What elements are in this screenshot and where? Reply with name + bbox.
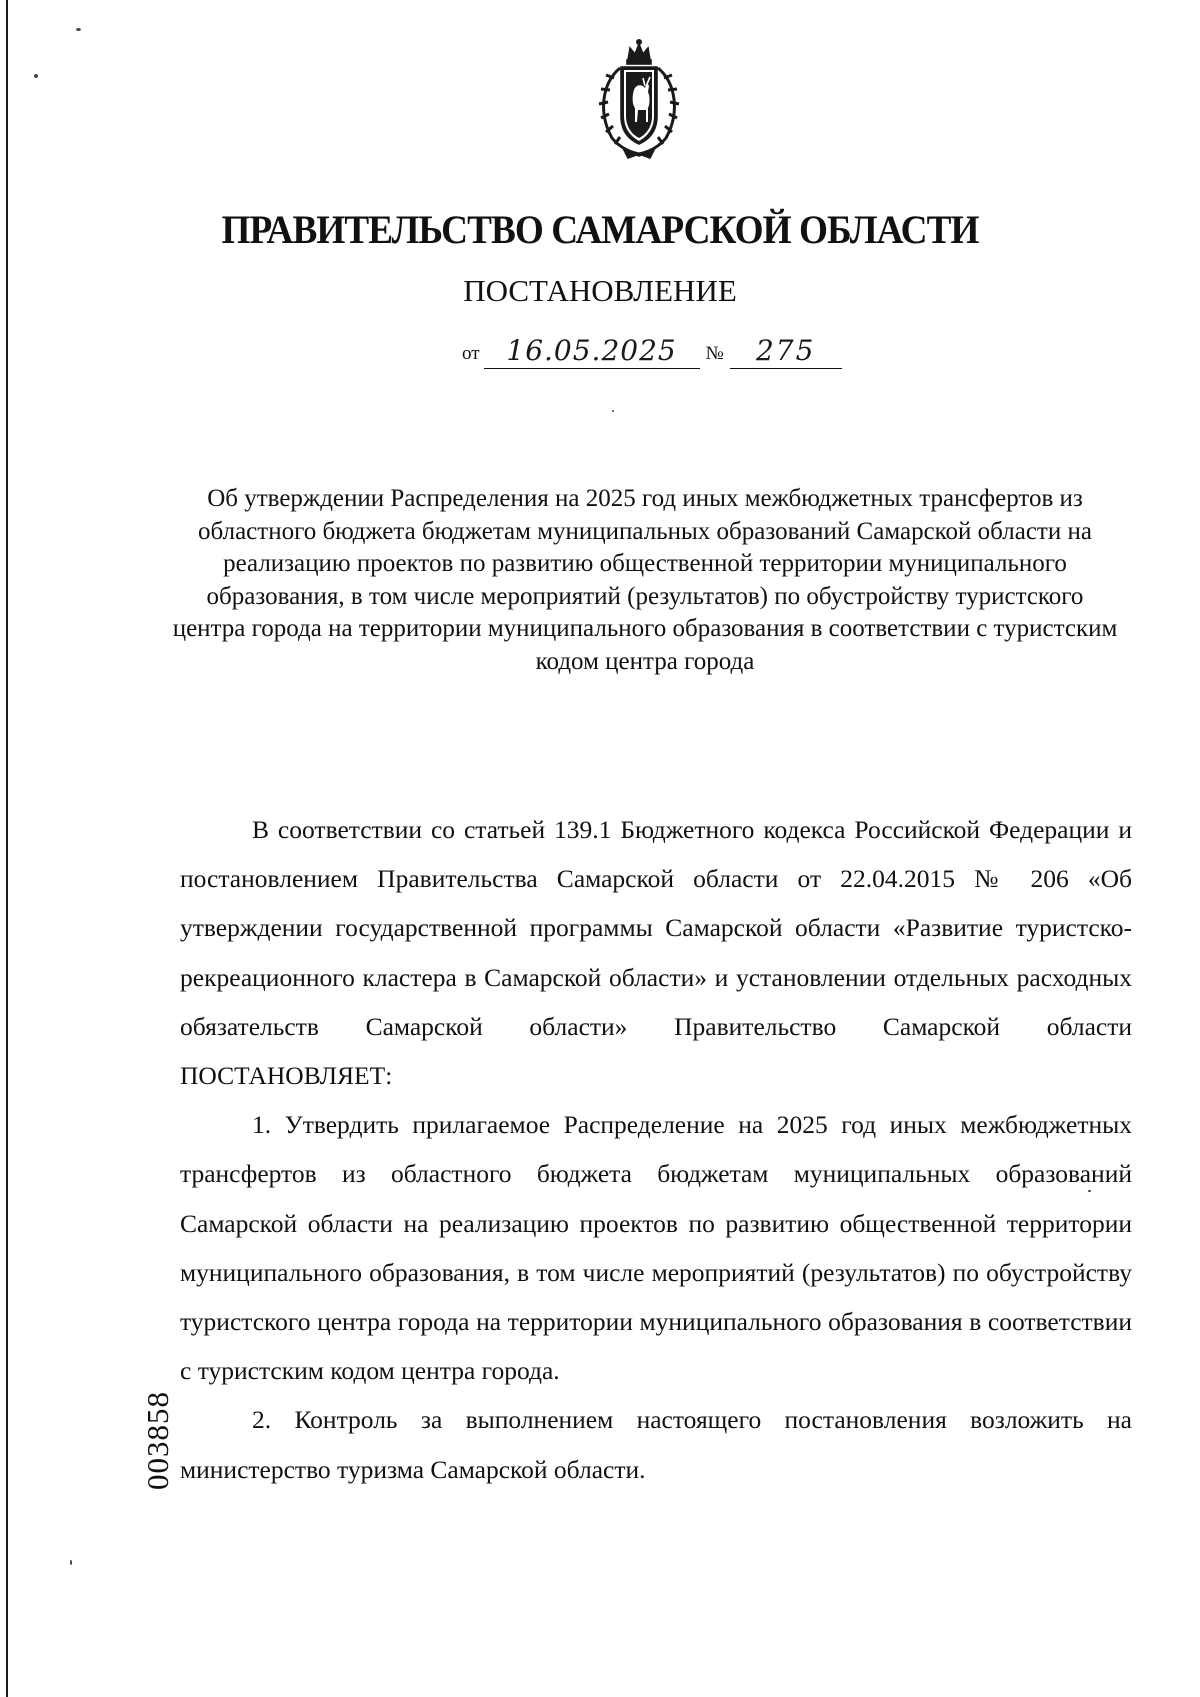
document-body xyxy=(180,805,1132,1494)
scan-speck xyxy=(612,410,614,412)
organization-title: ПРАВИТЕЛЬСТВО САМАРСКОЙ ОБЛАСТИ xyxy=(221,207,979,252)
date-number-line xyxy=(462,334,842,374)
scan-speck xyxy=(34,74,38,78)
date-label: от xyxy=(462,343,480,364)
scan-speck xyxy=(76,28,81,31)
margin-stamp-number: 003858 xyxy=(140,1391,175,1490)
resolution-item-2: 2. Контроль за выполнением настоящего постановления возложить на министерство туризма Самарской области. xyxy=(180,1405,1132,1484)
resolution-item-1: 1. Утвердить прилагаемое Распределение на 2025 год иных межбюджетных трансфертов из областного бюджета бюджетам муниципальных образований Самарской области на реализацию проектов по развитию общественной территории муниципального образования, в том числе мероприятий (результатов) по обустройству туристского центра города на территории муниципального образования в соответствии с туристским кодом центра города. xyxy=(180,1110,1132,1386)
scan-speck xyxy=(70,1560,72,1565)
scan-speck xyxy=(1088,1190,1091,1192)
scan-page-edge xyxy=(6,0,8,1697)
handwritten-date: 16.05.2025 xyxy=(484,334,700,369)
document-subject: Об утверждении Распределения на 2025 год иных межбюджетных трансфертов из областного бюджета бюджетам муниципальных образований Самарской области на реализацию проектов по развитию общественной территории муниципального образования, в том числе мероприятий (результатов) по обустройству туристского центра города на территории муниципального образования в соответствии с туристским кодом центра города xyxy=(172,485,1118,675)
document-type: ПОСТАНОВЛЕНИЕ xyxy=(463,273,737,308)
preamble-paragraph: В соответствии со статьей 139.1 Бюджетного кодекса Российской Федерации и постановлением Правительства Самарской области от 22.04.2015 № 206 «Об утверждении государственной программы Самарской области «Развитие туристско-рекреационного кластера в Самарской области» и установлении отдельных расходных обязательств Самарской области» Правительство Самарской области ПОСТАНОВЛЯЕТ: xyxy=(180,815,1132,1091)
coat-of-arms-icon xyxy=(590,38,688,160)
number-label: № xyxy=(705,343,724,364)
handwritten-number: 275 xyxy=(730,334,842,369)
